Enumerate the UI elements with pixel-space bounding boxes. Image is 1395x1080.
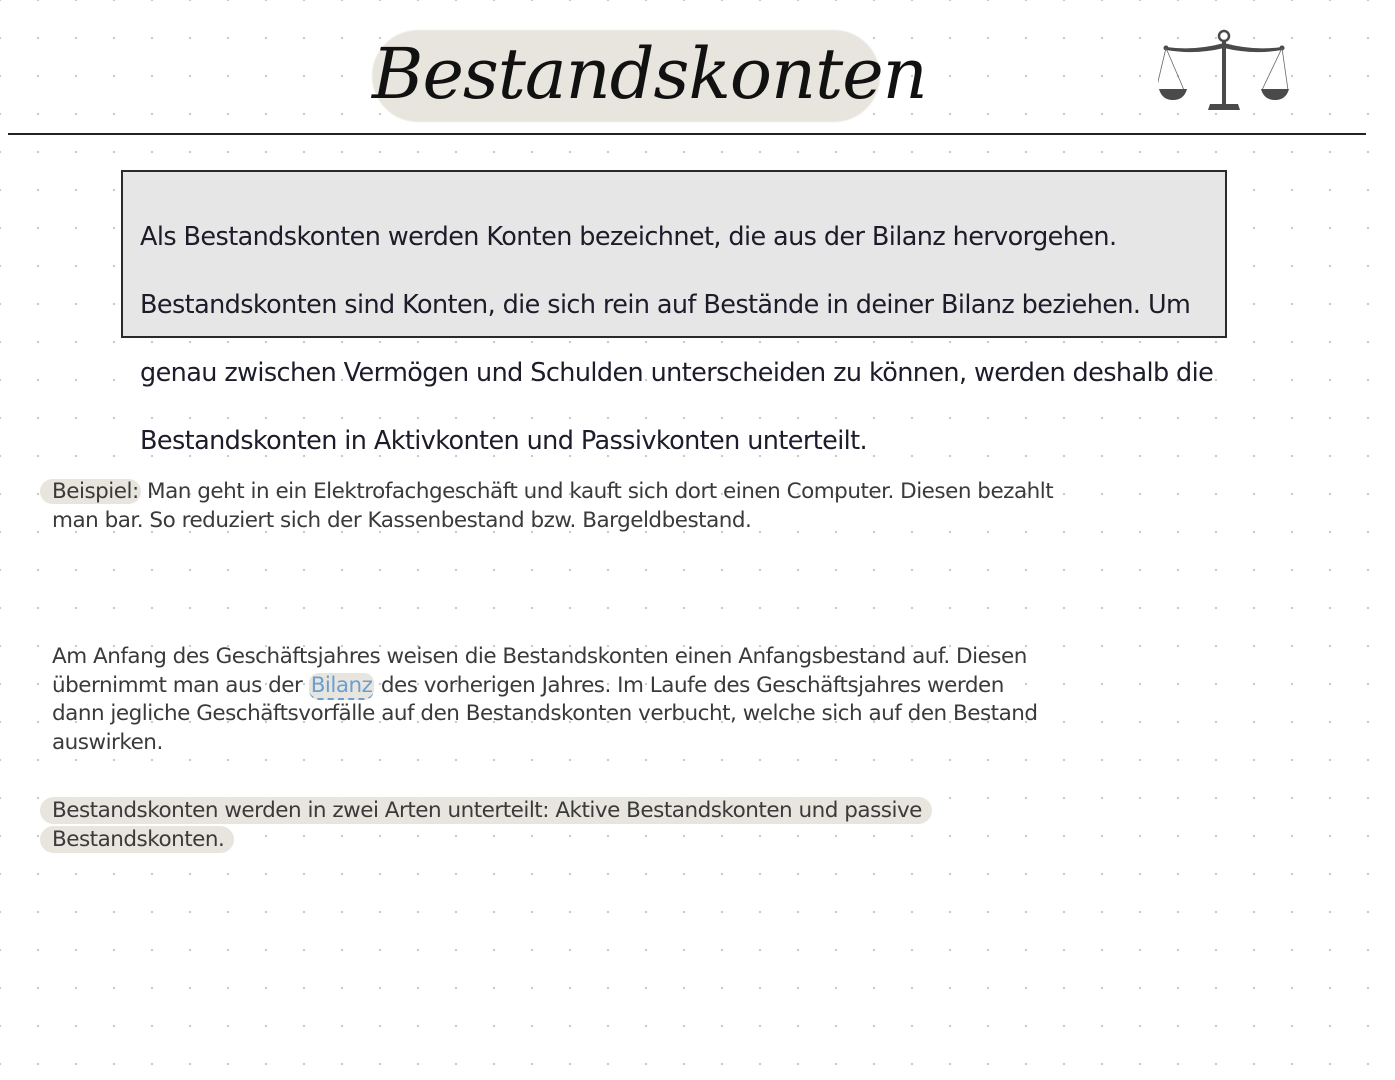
arten-paragraph (52, 797, 932, 854)
definition-line: Bestandskonten sind Konten, die sich rein auf Bestände in deiner Bilanz beziehen. Um (140, 290, 1191, 320)
highlighted-line (52, 826, 932, 855)
paragraph-line: auswirken. (52, 729, 163, 755)
example-line: man bar. So reduziert sich der Kassenbestand bzw. Bargeldbestand. (52, 507, 752, 533)
scale-of-justice-icon (1158, 28, 1290, 112)
paragraph-line: dann jegliche Geschäftsvorfälle auf den Bestandskonten verbucht, welche sich auf den Bestand (52, 701, 1038, 726)
paragraph-line (52, 672, 1038, 701)
paragraph-text: des vorherigen Jahres. Im Laufe des Geschäftsjahres werden (374, 672, 1004, 698)
example-paragraph (52, 478, 1053, 535)
example-text: Man geht in ein Elektrofachgeschäft und kauft sich dort einen Computer. Diesen bezahlt (140, 479, 1054, 504)
bilanz-link[interactable]: Bilanz (310, 672, 373, 698)
highlighted-text: Bestandskonten. (40, 826, 234, 853)
definition-line: Als Bestandskonten werden Konten bezeichnet, die aus der Bilanz hervorgehen. (140, 222, 1117, 252)
example-label: Beispiel: (40, 479, 141, 504)
definition-box (121, 170, 1227, 456)
page-title-text: Bestandskonten (372, 33, 927, 115)
highlighted-line (52, 797, 932, 826)
highlighted-text: Bestandskonten werden in zwei Arten unterteilt: Aktive Bestandskonten und passive (40, 797, 932, 824)
header-divider (8, 133, 1366, 135)
paragraph-line: Am Anfang des Geschäftsjahres weisen die Bestandskonten einen Anfangsbestand auf. Diesen (52, 644, 1027, 669)
definition-line: Bestandskonten in Aktivkonten und Passivkonten unterteilt. (140, 426, 868, 456)
definition-line: genau zwischen Vermögen und Schulden unterscheiden zu können, werden deshalb die (140, 358, 1214, 388)
paragraph-text: übernimmt man aus der (52, 672, 309, 698)
page-title (372, 24, 927, 124)
definition-text (140, 186, 1240, 492)
anfangsbestand-paragraph (52, 643, 1038, 757)
example-line (52, 478, 1053, 507)
